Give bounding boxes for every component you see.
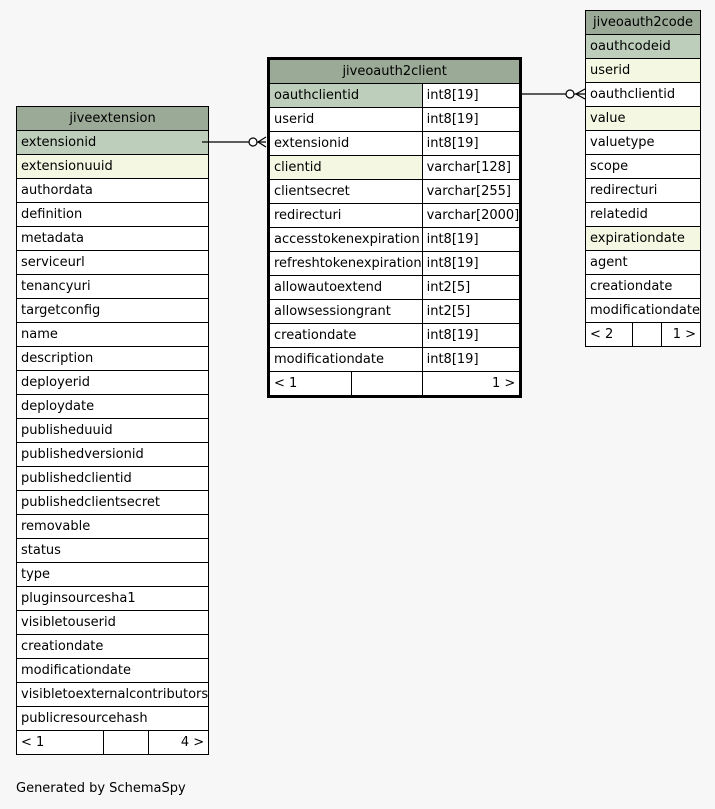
column-name[interactable]: visibletouserid (17, 611, 209, 635)
column-type: varchar[128] (422, 156, 521, 180)
column-name[interactable]: creationdate (17, 635, 209, 659)
column-name[interactable]: extensionuuid (17, 155, 209, 179)
column-name[interactable]: scope (586, 155, 701, 179)
column-name[interactable]: redirecturi (586, 179, 701, 203)
column-name[interactable]: value (586, 107, 701, 131)
column-name[interactable]: deployerid (17, 371, 209, 395)
column-name[interactable]: status (17, 539, 209, 563)
relationship-client-to-code (519, 89, 585, 99)
column-name[interactable]: valuetype (586, 131, 701, 155)
parents-count[interactable]: < 1 (17, 731, 104, 755)
column-type: int2[5] (422, 276, 521, 300)
column-name[interactable]: definition (17, 203, 209, 227)
column-name[interactable]: publishedclientsecret (17, 491, 209, 515)
column-name[interactable]: publishedversionid (17, 443, 209, 467)
column-name[interactable]: publishedclientid (17, 467, 209, 491)
column-name[interactable]: oauthclientid (269, 84, 423, 108)
column-name[interactable]: visibletoexternalcontributors (17, 683, 209, 707)
column-name[interactable]: userid (269, 108, 423, 132)
column-type: int2[5] (422, 300, 521, 324)
relationship-extension-to-client (202, 137, 266, 147)
column-type: int8[19] (422, 132, 521, 156)
column-name[interactable]: authordata (17, 179, 209, 203)
column-type: int8[19] (422, 348, 521, 372)
table-title[interactable]: jiveoauth2client (269, 59, 521, 84)
column-type: int8[19] (422, 252, 521, 276)
column-type: varchar[2000] (422, 204, 521, 228)
column-type: int8[19] (422, 228, 521, 252)
column-name[interactable]: agent (586, 251, 701, 275)
generated-by-footer: Generated by SchemaSpy (16, 781, 186, 796)
column-type: varchar[255] (422, 180, 521, 204)
column-name[interactable]: modificationdate (17, 659, 209, 683)
column-name[interactable]: creationdate (269, 324, 423, 348)
column-type: int8[19] (422, 324, 521, 348)
column-name[interactable]: clientid (269, 156, 423, 180)
column-name[interactable]: pluginsourcesha1 (17, 587, 209, 611)
column-name[interactable]: tenancyuri (17, 275, 209, 299)
column-name[interactable]: name (17, 323, 209, 347)
column-name[interactable]: extensionid (17, 131, 209, 155)
column-name[interactable]: extensionid (269, 132, 423, 156)
column-name[interactable]: oauthcodeid (586, 35, 701, 59)
column-name[interactable]: publisheduuid (17, 419, 209, 443)
table-title[interactable]: jiveextension (17, 107, 209, 131)
column-name[interactable]: modificationdate (586, 299, 701, 323)
column-name[interactable]: clientsecret (269, 180, 423, 204)
parents-count[interactable]: < 1 (269, 372, 352, 397)
column-name[interactable]: metadata (17, 227, 209, 251)
children-count[interactable]: 1 > (422, 372, 521, 397)
column-name[interactable]: allowsessiongrant (269, 300, 423, 324)
column-name[interactable]: creationdate (586, 275, 701, 299)
column-name[interactable]: expirationdate (586, 227, 701, 251)
column-name[interactable]: allowautoextend (269, 276, 423, 300)
column-name[interactable]: relatedid (586, 203, 701, 227)
column-name[interactable]: userid (586, 59, 701, 83)
column-type: int8[19] (422, 84, 521, 108)
column-name[interactable]: accesstokenexpiration (269, 228, 423, 252)
column-name[interactable]: publicresourcehash (17, 707, 209, 731)
column-name[interactable]: oauthclientid (586, 83, 701, 107)
parents-count[interactable]: < 2 (586, 323, 633, 347)
column-name[interactable]: type (17, 563, 209, 587)
column-name[interactable]: redirecturi (269, 204, 423, 228)
children-count[interactable]: 4 > (149, 731, 209, 755)
column-name[interactable]: serviceurl (17, 251, 209, 275)
column-name[interactable]: modificationdate (269, 348, 423, 372)
column-name[interactable]: refreshtokenexpiration (269, 252, 423, 276)
children-count[interactable]: 1 > (661, 323, 700, 347)
column-type: int8[19] (422, 108, 521, 132)
table-title[interactable]: jiveoauth2code (586, 11, 701, 35)
column-name[interactable]: removable (17, 515, 209, 539)
column-name[interactable]: deploydate (17, 395, 209, 419)
column-name[interactable]: description (17, 347, 209, 371)
column-name[interactable]: targetconfig (17, 299, 209, 323)
